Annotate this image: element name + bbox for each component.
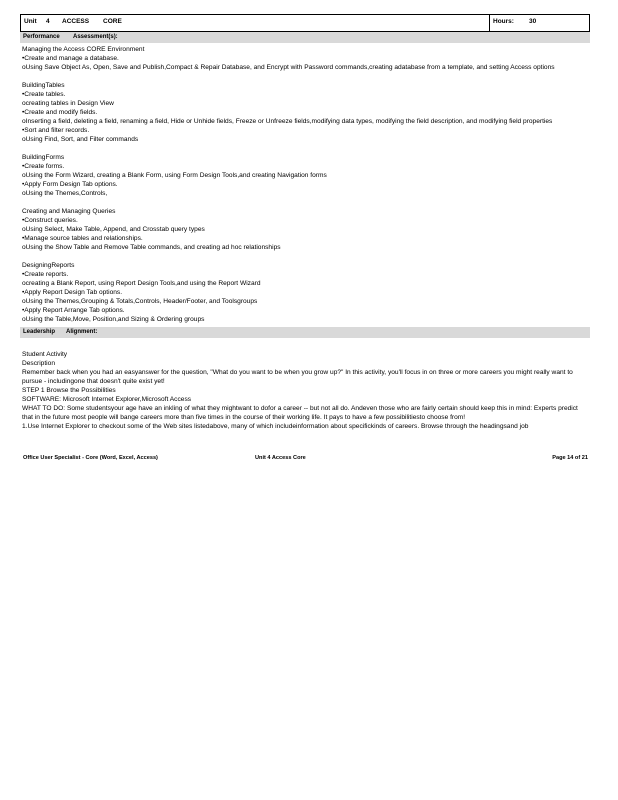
content-line: oUsing Find, Sort, and Filter commands xyxy=(22,136,139,143)
content-line: Managing the Access CORE Environment xyxy=(22,46,145,53)
content-line: oUsing the Themes,Controls, xyxy=(22,190,108,197)
spacer xyxy=(22,72,588,81)
content-line: •Create and manage a database. xyxy=(22,55,119,62)
page-footer xyxy=(23,455,588,464)
activity-line: SOFTWARE: Microsoft Internet Explorer,Microsoft Access xyxy=(22,396,192,403)
leadership-band xyxy=(20,327,590,338)
performance-content xyxy=(20,43,590,324)
content-line: •Construct queries. xyxy=(22,217,78,224)
content-line: ocreating tables in Design View xyxy=(22,100,114,107)
content-line: •Create and modify fields. xyxy=(22,109,98,116)
performance-label: Performance xyxy=(23,34,60,40)
hours-value: 30 xyxy=(529,18,537,25)
content-line: •Manage source tables and relationships. xyxy=(22,235,143,242)
spacer xyxy=(22,252,588,261)
activity-line: Remember back when you had an easyanswer for the question, "What do you want to be when you grow up?" In this activity, you'll focus in on three or more careers you might really want to pursue - includingone that doesn't quite exist yet! xyxy=(22,369,573,385)
content-line: BuildingForms xyxy=(22,154,65,161)
content-line: •Create tables. xyxy=(22,91,66,98)
content-line: oUsing the Table,Move, Position,and Sizing & Ordering groups xyxy=(22,316,205,323)
content-line: oUsing the Themes,Grouping & Totals,Controls, Header/Footer, and Toolsgroups xyxy=(22,298,258,305)
activity-line: 1.Use Internet Explorer to checkout some of the Web sites listedabove, many of which includeinformation about specifickinds of careers. Browse through the headingsand job xyxy=(22,423,529,430)
content-line: •Create forms. xyxy=(22,163,65,170)
content-line: •Apply Report Arrange Tab options. xyxy=(22,307,125,314)
hours-label: Hours: xyxy=(493,18,514,25)
footer-unit: Unit 4 Access Core xyxy=(255,455,306,461)
unit-title-core: CORE xyxy=(103,18,122,25)
spacer xyxy=(20,338,590,347)
content-line: •Apply Form Design Tab options. xyxy=(22,181,118,188)
content-line: oInserting a field, deleting a field, renaming a field, Hide or Unhide fields, Freeze or Unfreeze fields,modifying data types, modifying the field description, and modifying field properties xyxy=(22,118,553,125)
content-line: Creating and Managing Queries xyxy=(22,208,116,215)
unit-header xyxy=(20,14,590,32)
footer-course: Office User Specialist - Core (Word, Excel, Access) xyxy=(23,455,158,461)
content-line: oUsing Select, Make Table, Append, and Crosstab query types xyxy=(22,226,205,233)
content-line: oUsing the Show Table and Remove Table commands, and creating ad hoc relationships xyxy=(22,244,281,251)
content-line: •Apply Report Design Tab options. xyxy=(22,289,123,296)
content-line: •Sort and filter records. xyxy=(22,127,90,134)
content-line: DesigningReports xyxy=(22,262,75,269)
alignment-label: Alignment: xyxy=(66,329,98,335)
content-line: •Create reports. xyxy=(22,271,69,278)
performance-band xyxy=(20,32,590,43)
unit-label: Unit xyxy=(24,18,37,25)
unit-title-access: ACCESS xyxy=(62,18,90,25)
content-line: BuildingTables xyxy=(22,82,65,89)
activity-line: Description xyxy=(22,360,55,367)
activity-line: STEP 1 Browse the Possibilities xyxy=(22,387,116,394)
header-divider xyxy=(489,15,490,31)
content-line: ocreating a Blank Report, using Report Design Tools,and using the Report Wizard xyxy=(22,280,261,287)
activity-line: Student Activity xyxy=(22,351,68,358)
footer-page-number: Page 14 of 21 xyxy=(552,455,588,461)
unit-number: 4 xyxy=(46,18,50,25)
activity-line: WHAT TO DO: Some studentsyour age have an inkling of what they mightwant to dofor a career -- but not all do. Andeven those who are fairly certain should keep this in mind: Experts predict that in the future most people will bange careers more than five times in the course of their working life. It pays to have a few possibilitiesto choose from! xyxy=(22,405,578,421)
student-activity xyxy=(20,347,590,431)
content-line: oUsing the Form Wizard, creating a Blank Form, using Form Design Tools,and creating Navigation forms xyxy=(22,172,327,179)
assessment-label: Assessment(s): xyxy=(73,34,118,40)
document-page xyxy=(20,14,590,431)
spacer xyxy=(22,198,588,207)
spacer xyxy=(22,144,588,153)
leadership-label: Leadership xyxy=(23,329,56,335)
content-line: oUsing Save Object As, Open, Save and Publish,Compact & Repair Database, and Encrypt with Password commands,creating adatabase from a template, and setting Access options xyxy=(22,64,555,71)
